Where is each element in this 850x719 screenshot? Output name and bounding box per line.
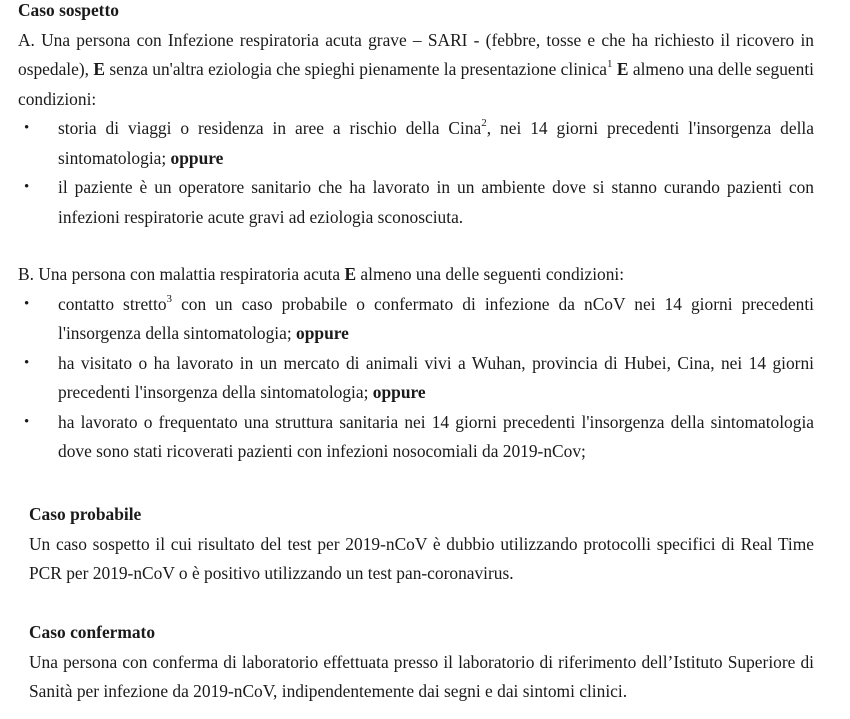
bullet-icon: • xyxy=(24,179,30,195)
paragraph-a-bold-e-2: E xyxy=(616,59,629,79)
list-item-text-1: il paziente è un operatore sanitario che ha lavorato in un ambiente dove si stanno curando pazienti con infezioni respiratorie acute gravi ad eziologia sconosciuta. xyxy=(58,177,814,227)
footnote-ref-1[interactable]: 1 xyxy=(607,58,613,71)
list-item-oppure: oppure xyxy=(296,323,349,343)
paragraph-confermato: Una persona con conferma di laboratorio effettuata presso il laboratorio di riferimento dell’Istituto Superiore di Sanità per infezione da 2019-nCoV, indipendentemente dai segni e dai sintomi clinici. xyxy=(29,651,814,701)
paragraph-b-text-1: B. Una persona con malattia respiratoria acuta xyxy=(18,264,345,284)
list-item xyxy=(18,408,814,467)
paragraph-a-bold-e-1: E xyxy=(93,59,105,79)
footnote-ref-3[interactable]: 3 xyxy=(166,292,173,305)
list-item xyxy=(18,173,814,232)
list-item-text-1: contatto stretto xyxy=(58,293,167,314)
paragraph-a-text-1: A. Una persona con Infezione respiratoria acuta grave – SARI - (febbre, tosse e che ha richiesto il ricovero in ospedale), xyxy=(18,29,814,79)
list-item-text-2: con un caso probabile o confermato di infezione da nCoV nei 14 giorni precedenti l'insorgenza della sintomatologia; xyxy=(58,293,814,343)
list-item-text-2: , nei 14 giorni precedenti l'insorgenza della sintomatologia; xyxy=(58,118,814,168)
heading-caso-sospetto: Caso sospetto xyxy=(18,0,119,20)
heading-caso-probabile: Caso probabile xyxy=(29,504,142,524)
bullet-icon: • xyxy=(24,354,30,371)
footnote-ref-2[interactable]: 2 xyxy=(481,117,487,130)
paragraph-a-text-2: senza un'altra eziologia che spieghi pienamente la presentazione clinica xyxy=(104,59,607,79)
list-item xyxy=(18,114,814,173)
heading-caso-confermato: Caso confermato xyxy=(29,622,156,642)
paragraph-b-text-2: almeno una delle seguenti condizioni: xyxy=(356,264,625,284)
section-caso-sospetto-b xyxy=(18,260,814,467)
paragraph-b-bold-e: E xyxy=(344,264,357,284)
section-caso-probabile xyxy=(29,500,814,589)
list-item xyxy=(18,290,814,349)
list-item-oppure: oppure xyxy=(372,382,426,402)
section-caso-sospetto xyxy=(18,0,814,232)
list-item-text-1: storia di viaggi o residenza in aree a rischio della Cina xyxy=(58,118,482,138)
list-item-oppure: oppure xyxy=(170,147,224,168)
paragraph-probabile: Un caso sospetto il cui risultato del test per 2019-nCoV è dubbio utilizzando protocolli specifici di Real Time PCR per 2019-nCoV o è positivo utilizzando un test pan-coronavirus. xyxy=(29,533,814,583)
bullet-icon: • xyxy=(24,295,30,312)
paragraph-a-text-3: almeno una delle seguenti condizioni: xyxy=(18,59,814,109)
list-a-conditions xyxy=(18,114,814,232)
list-item-text-1: ha visitato o ha lavorato in un mercato di animali vivi a Wuhan, provincia di Hubei, Cina, nei 14 giorni precedenti l'insorgenza della sintomatologia; xyxy=(58,352,814,402)
section-caso-confermato xyxy=(29,618,814,707)
bullet-icon: • xyxy=(24,413,30,430)
paragraph-b xyxy=(18,260,814,290)
list-b-conditions xyxy=(18,290,814,467)
bullet-icon: • xyxy=(24,120,30,136)
paragraph-a xyxy=(18,26,814,115)
list-item-text-1: ha lavorato o frequentato una struttura sanitaria nei 14 giorni precedenti l'insorgenza della sintomatologia dove sono stati ricoverati pazienti con infezioni nosocomiali da 2019-nCov; xyxy=(58,411,814,461)
list-item xyxy=(18,349,814,408)
